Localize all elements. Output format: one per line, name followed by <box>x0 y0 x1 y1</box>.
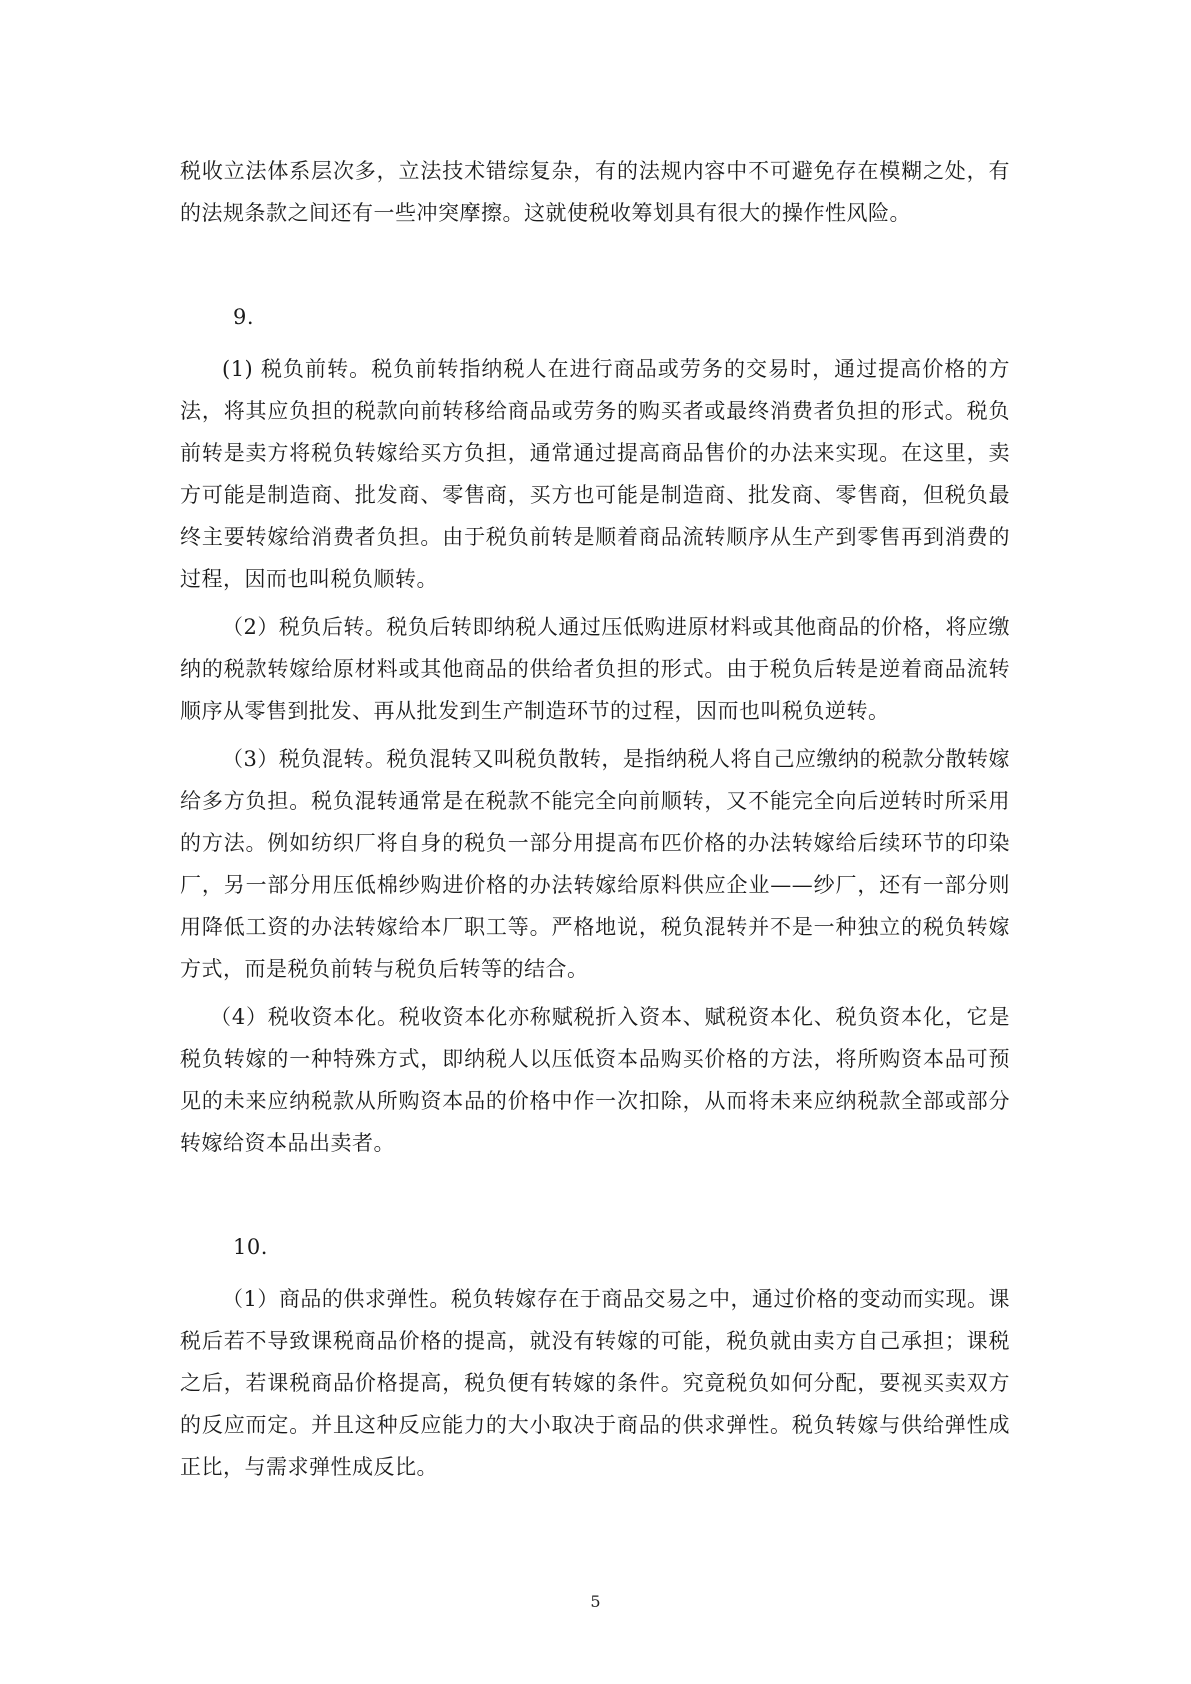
paragraph-mixed-shifting: （3）税负混转。税负混转又叫税负散转，是指纳税人将自己应缴纳的税款分散转嫁给多方负担。税负混转通常是在税款不能完全向前顺转，又不能完全向后逆转时所采用的方法。例如纺织厂将自身的税负一部分用提高布匹价格的办法转嫁给后续环节的印染厂，另一部分用压低棉纱购进价格的办法转嫁给原料供应企业——纱厂，还有一部分则用降低工资的办法转嫁给本厂职工等。严格地说，税负混转并不是一种独立的税负转嫁方式，而是税负前转与税负后转等的结合。 <box>180 747 1010 981</box>
page-number: 5 <box>590 1592 601 1611</box>
section-number-10: 10. <box>233 1235 268 1259</box>
paragraph-tax-capitalization: （4）税收资本化。税收资本化亦称赋税折入资本、赋税资本化、税负资本化，它是税负转嫁的一种特殊方式，即纳税人以压低资本品购买价格的方法，将所购资本品可预见的未来应纳税款从所购资本品的价格中作一次扣除，从而将未来应纳税款全部或部分转嫁给资本品出卖者。 <box>180 1005 1010 1155</box>
paragraph-forward-shifting: (1) 税负前转。税负前转指纳税人在进行商品或劳务的交易时，通过提高价格的方法，将其应负担的税款向前转移给商品或劳务的购买者或最终消费者负担的形式。税负前转是卖方将税负转嫁给买方负担，通常通过提高商品售价的办法来实现。在这里，卖方可能是制造商、批发商、零售商，买方也可能是制造商、批发商、零售商，但税负最终主要转嫁给消费者负担。由于税负前转是顺着商品流转顺序从生产到零售再到消费的过程，因而也叫税负顺转。 <box>180 357 1010 591</box>
paragraph-supply-demand-elasticity: （1）商品的供求弹性。税负转嫁存在于商品交易之中，通过价格的变动而实现。课税后若不导致课税商品价格的提高，就没有转嫁的可能，税负就由卖方自己承担；课税之后，若课税商品价格提高，税负便有转嫁的条件。究竟税负如何分配，要视买卖双方的反应而定。并且这种反应能力的大小取决于商品的供求弹性。税负转嫁与供给弹性成正比，与需求弹性成反比。 <box>180 1287 1010 1479</box>
paragraph-backward-shifting: （2）税负后转。税负后转即纳税人通过压低购进原材料或其他商品的价格，将应缴纳的税款转嫁给原材料或其他商品的供给者负担的形式。由于税负后转是逆着商品流转顺序从零售到批发、再从批发到生产制造环节的过程，因而也叫税负逆转。 <box>180 615 1010 723</box>
page-body <box>180 150 1010 1488</box>
section-number-9: 9. <box>233 305 255 329</box>
paragraph-continued: 税收立法体系层次多，立法技术错综复杂，有的法规内容中不可避免存在模糊之处，有的法规条款之间还有一些冲突摩擦。这就使税收筹划具有很大的操作性风险。 <box>180 159 1010 225</box>
